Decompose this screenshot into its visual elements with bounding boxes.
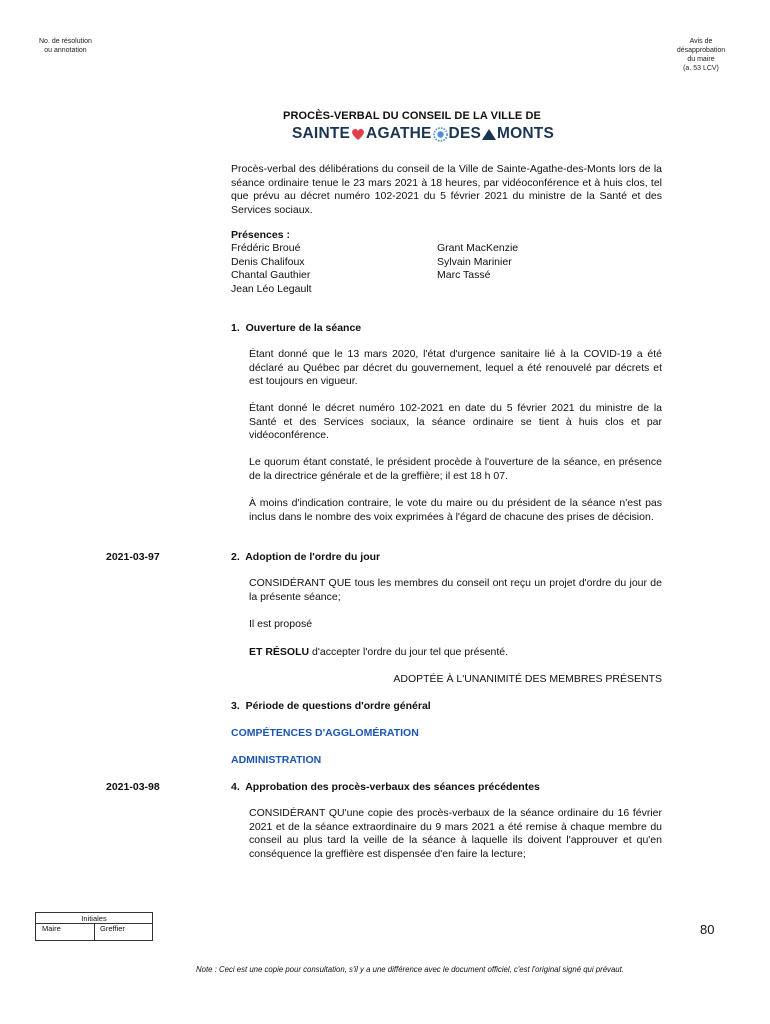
- presence-name: Sylvain Marinier: [437, 255, 512, 268]
- logo-text-agathe: AGATHE: [366, 125, 432, 142]
- presence-name: Denis Chalifoux: [231, 255, 305, 268]
- initials-column-divider: [94, 923, 95, 940]
- mountain-icon: [482, 128, 496, 140]
- resolution-number: 2021-03-98: [106, 781, 160, 793]
- section-1-paragraph-2: Étant donné le décret numéro 102-2021 en date du 5 février 2021 du ministre de la Santé et des Services sociaux, la séance ordinaire se tient à huis clos et par vidéoconférence.: [249, 402, 662, 441]
- adopted-statement: ADOPTÉE À L'UNANIMITÉ DES MEMBRES PRÉSENTS: [393, 673, 662, 685]
- section-2-paragraph-1: CONSIDÉRANT QUE tous les membres du conseil ont reçu un projet d'ordre du jour de la présente séance;: [249, 577, 662, 603]
- competences-heading: COMPÉTENCES D'AGGLOMÉRATION: [231, 727, 419, 739]
- city-logo: [292, 124, 554, 144]
- heart-icon: [351, 128, 365, 141]
- consultation-note: Note : Ceci est une copie pour consultation, s'il y a une différence avec le document officiel, c'est l'original signé qui prévaut.: [196, 965, 624, 974]
- presence-name: Grant MacKenzie: [437, 242, 519, 254]
- maire-label: Maire: [42, 924, 61, 933]
- intro-paragraph: Procès-verbal des délibérations du conseil de la Ville de Sainte-Agathe-des-Monts lors de la séance ordinaire tenue le 23 mars 2021 à 18 heures, par vidéoconférence et à huis clos, tel que prévu au décret numéro 102-2021 du 5 février 2021 du ministre de la Santé et des Services sociaux.: [231, 163, 662, 216]
- disapproval-column-header: [670, 37, 732, 73]
- section-1-heading: 1. Ouverture de la séance: [231, 322, 362, 334]
- disapproval-header-line4: (a. 53 LCV): [683, 65, 719, 72]
- logo-text-des: DES: [448, 125, 482, 142]
- resolved-text: d'accepter l'ordre du jour tel que présenté.: [309, 646, 509, 658]
- section-1-paragraph-3: Le quorum étant constaté, le président procède à l'ouverture de la séance, en présence de la directrice générale et de la greffière; il est 18 h 07.: [249, 456, 662, 482]
- logo-text-sainte: SAINTE: [292, 125, 351, 142]
- section-4-paragraph-1: CONSIDÉRANT QU'une copie des procès-verbaux de la séance ordinaire du 16 février 2021 et de la séance extraordinaire du 9 mars 2021 a été remise à chaque membre du conseil au plus tard la veille de la séance à laquelle ils doivent l'approuver et qu'en conséquence la greffière est dispensée d'en faire la lecture;: [249, 807, 662, 860]
- resolution-column-header: [39, 37, 92, 55]
- greffier-label: Greffier: [100, 924, 125, 933]
- disapproval-header-line1: Avis de: [689, 38, 713, 45]
- resolution-number: 2021-03-97: [106, 551, 160, 563]
- sun-icon: [433, 127, 448, 142]
- presences-label: Présences :: [231, 229, 290, 241]
- administration-heading: ADMINISTRATION: [231, 754, 322, 766]
- resolution-header-line2: ou annotation: [44, 47, 87, 54]
- section-2-proposed: Il est proposé: [249, 618, 313, 630]
- section-4-heading: 4. Approbation des procès-verbaux des séances précédentes: [231, 781, 540, 793]
- resolution-header-line1: No. de résolution: [39, 38, 92, 45]
- disapproval-header-line3: du maire: [687, 56, 715, 63]
- presences-right-column: [437, 242, 518, 283]
- section-2-resolved: [249, 646, 662, 660]
- presence-name: Jean Léo Legault: [231, 282, 312, 295]
- disapproval-header-line2: désapprobation: [676, 47, 726, 54]
- logo-text-monts: MONTS: [497, 125, 554, 142]
- presence-name: Chantal Gauthier: [231, 269, 311, 281]
- resolved-label: ET RÉSOLU: [249, 646, 310, 658]
- presences-left-column: [231, 242, 312, 296]
- section-3-heading: 3. Période de questions d'ordre général: [231, 700, 431, 712]
- section-1-paragraph-1: Étant donné que le 13 mars 2020, l'état d'urgence sanitaire lié à la COVID-19 a été déclaré au Québec par décret du gouvernement, lequel a été renouvelé par décrets et est toujours en vigueur.: [249, 348, 662, 387]
- initials-box: [35, 912, 153, 941]
- section-1-paragraph-4: À moins d'indication contraire, le vote du maire ou du président de la séance n'est pas inclus dans le nombre des voix exprimées à l'égard de chacune des prises de décision.: [249, 497, 662, 523]
- page-number: 80: [700, 922, 715, 937]
- presence-name: Marc Tassé: [437, 269, 491, 281]
- initials-label: Initiales: [81, 914, 107, 923]
- section-2-heading: 2. Adoption de l'ordre du jour: [231, 551, 381, 563]
- document-title: PROCÈS-VERBAL DU CONSEIL DE LA VILLE DE: [283, 110, 541, 122]
- presence-name: Frédéric Broué: [231, 242, 301, 254]
